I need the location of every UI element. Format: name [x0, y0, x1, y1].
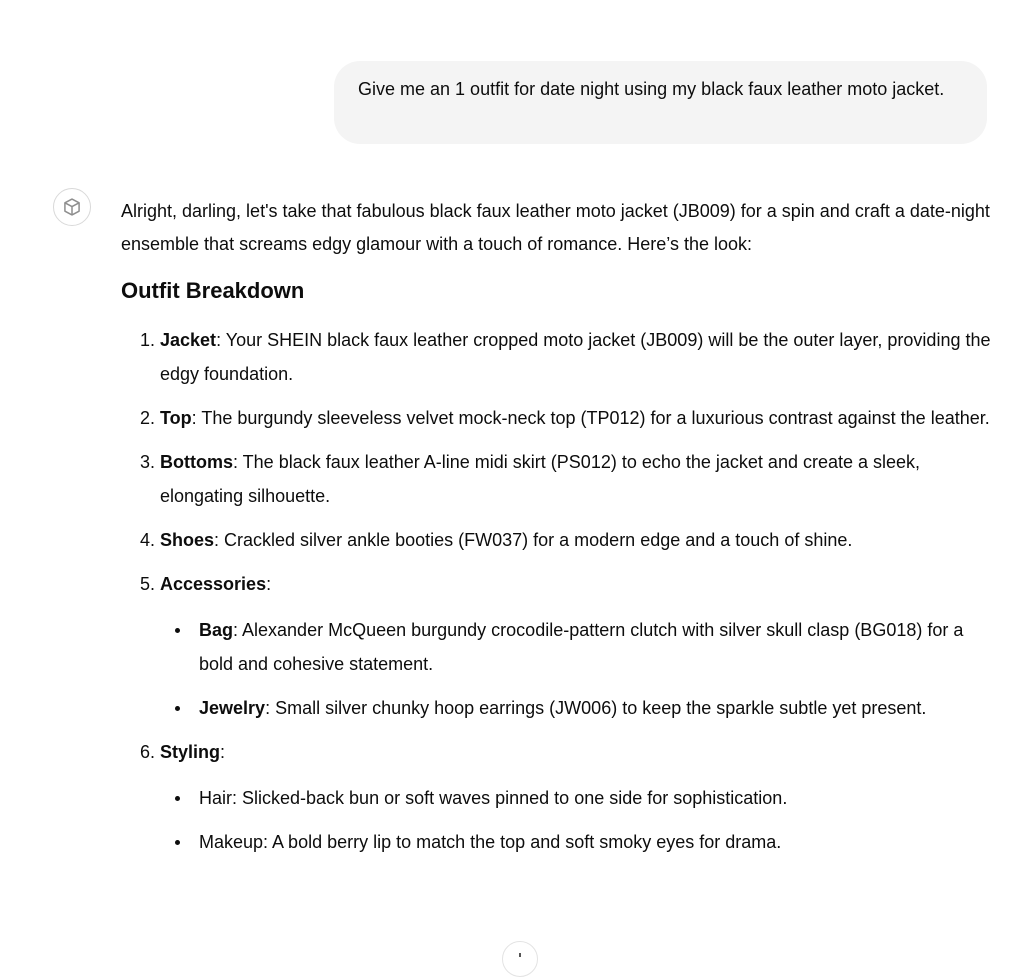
user-message-text: Give me an 1 outfit for date night using my black faux leather moto jacket.: [358, 79, 945, 99]
styling-sublist: [160, 781, 991, 859]
item-label: Jewelry: [199, 698, 266, 718]
item-label: Bottoms: [160, 452, 233, 472]
list-item-shoes: [160, 523, 991, 557]
sublist-item-hair: [199, 781, 991, 815]
item-text: Hair: Slicked-back bun or soft waves pinned to one side for sophistication.: [199, 788, 788, 808]
item-label: Top: [160, 408, 192, 428]
list-item-accessories: [160, 567, 991, 725]
list-item-top: [160, 401, 991, 435]
item-text: : Crackled silver ankle booties (FW037) for a modern edge and a touch of shine.: [214, 530, 853, 550]
cube-icon: [62, 197, 82, 217]
section-heading: Outfit Breakdown: [121, 278, 305, 303]
item-text: : The burgundy sleeveless velvet mock-neck top (TP012) for a luxurious contrast against the leather.: [191, 408, 990, 428]
assistant-message: [121, 195, 991, 869]
user-message-bubble: [334, 61, 987, 144]
item-text: : Your SHEIN black faux leather cropped moto jacket (JB009) will be the outer layer, providing the edgy foundation.: [160, 330, 991, 384]
list-item-bottoms: [160, 445, 991, 513]
item-label: Accessories: [160, 574, 267, 594]
intro-paragraph: Alright, darling, let's take that fabulous black faux leather moto jacket (JB009) for a spin and craft a date-night ensemble that screams edgy glamour with a touch of romance. Here’s the look:: [121, 201, 990, 254]
sublist-item-makeup: [199, 825, 991, 859]
item-text: :: [266, 574, 272, 594]
sublist-item-bag: [199, 613, 991, 681]
accessories-sublist: [160, 613, 991, 725]
item-text: : Alexander McQueen burgundy crocodile-pattern clutch with silver skull clasp (BG018) for a bold and cohesive statement.: [199, 620, 964, 674]
scroll-to-bottom-button[interactable]: [502, 941, 538, 977]
item-label: Jacket: [160, 330, 217, 350]
item-label: Styling: [160, 742, 221, 762]
item-text: :: [220, 742, 226, 762]
item-text: Makeup: A bold berry lip to match the top and soft smoky eyes for drama.: [199, 832, 782, 852]
list-item-styling: [160, 735, 991, 859]
item-label: Bag: [199, 620, 234, 640]
assistant-avatar: [53, 188, 91, 226]
item-text: : Small silver chunky hoop earrings (JW006) to keep the sparkle subtle yet present.: [265, 698, 927, 718]
list-item-jacket: [160, 323, 991, 391]
sublist-item-jewelry: [199, 691, 991, 725]
item-text: : The black faux leather A-line midi skirt (PS012) to echo the jacket and create a sleek, elongating silhouette.: [160, 452, 921, 506]
item-label: Shoes: [160, 530, 215, 550]
outfit-list: [121, 323, 991, 859]
